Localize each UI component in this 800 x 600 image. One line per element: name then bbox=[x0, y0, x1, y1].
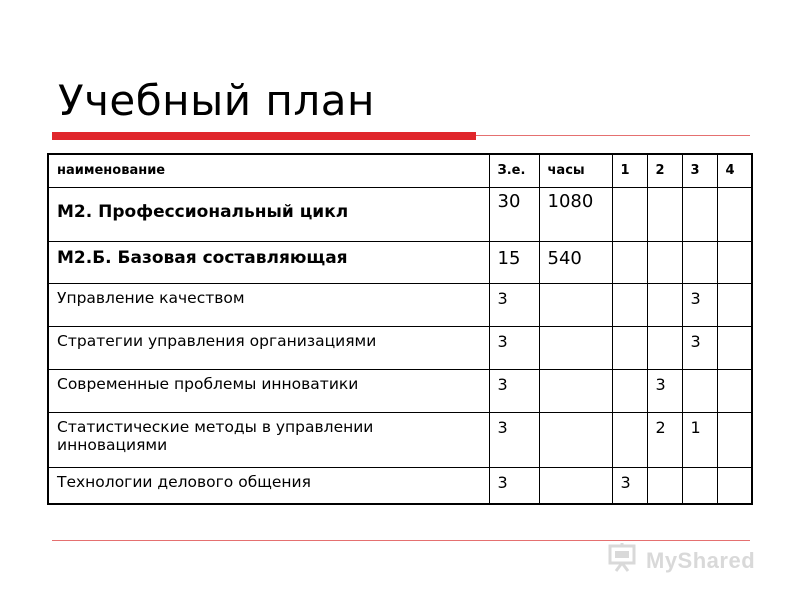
cell-name: Стратегии управления организациями bbox=[48, 326, 489, 369]
cell-semester-3: 3 bbox=[682, 283, 717, 326]
cell-hours bbox=[539, 467, 612, 504]
cell-credits: 3 bbox=[489, 467, 539, 504]
curriculum-table bbox=[47, 153, 753, 505]
cell-semester-1 bbox=[612, 326, 647, 369]
cell-semester-1 bbox=[612, 369, 647, 412]
cell-semester-3: 3 bbox=[682, 326, 717, 369]
cell-credits: 3 bbox=[489, 412, 539, 467]
footer-rule bbox=[52, 540, 750, 541]
cell-hours bbox=[539, 283, 612, 326]
cell-semester-4 bbox=[717, 326, 752, 369]
cell-semester-2 bbox=[647, 241, 682, 283]
cell-semester-4 bbox=[717, 412, 752, 467]
table-row bbox=[48, 241, 752, 283]
table-row bbox=[48, 187, 752, 241]
cell-semester-1 bbox=[612, 241, 647, 283]
cell-name: Статистические методы в управлении инновациями bbox=[48, 412, 489, 467]
cell-credits: 30 bbox=[489, 187, 539, 241]
table-row bbox=[48, 467, 752, 504]
cell-semester-2 bbox=[647, 326, 682, 369]
cell-name: Управление качеством bbox=[48, 283, 489, 326]
cell-semester-1 bbox=[612, 283, 647, 326]
cell-semester-3 bbox=[682, 467, 717, 504]
cell-semester-3 bbox=[682, 187, 717, 241]
header-credits: З.е. bbox=[489, 154, 539, 187]
header-semester-1: 1 bbox=[612, 154, 647, 187]
header-name: наименование bbox=[48, 154, 489, 187]
table-header-row bbox=[48, 154, 752, 187]
header-semester-3: 3 bbox=[682, 154, 717, 187]
cell-semester-1: 3 bbox=[612, 467, 647, 504]
cell-name: Технологии делового общения bbox=[48, 467, 489, 504]
header-hours: часы bbox=[539, 154, 612, 187]
table-row bbox=[48, 412, 752, 467]
cell-semester-4 bbox=[717, 283, 752, 326]
cell-semester-2: 3 bbox=[647, 369, 682, 412]
cell-credits: 3 bbox=[489, 326, 539, 369]
cell-semester-3: 1 bbox=[682, 412, 717, 467]
cell-hours: 1080 bbox=[539, 187, 612, 241]
table-row bbox=[48, 326, 752, 369]
cell-semester-4 bbox=[717, 467, 752, 504]
cell-semester-3 bbox=[682, 369, 717, 412]
title-underline-rule bbox=[476, 135, 750, 136]
cell-credits: 15 bbox=[489, 241, 539, 283]
cell-semester-2 bbox=[647, 467, 682, 504]
cell-name: Современные проблемы инноватики bbox=[48, 369, 489, 412]
table-row bbox=[48, 283, 752, 326]
cell-semester-4 bbox=[717, 241, 752, 283]
cell-semester-2 bbox=[647, 283, 682, 326]
header-semester-2: 2 bbox=[647, 154, 682, 187]
cell-semester-4 bbox=[717, 187, 752, 241]
cell-name: М2. Профессиональный цикл bbox=[48, 187, 489, 241]
cell-semester-2 bbox=[647, 187, 682, 241]
cell-name: М2.Б. Базовая составляющая bbox=[48, 241, 489, 283]
cell-semester-1 bbox=[612, 412, 647, 467]
cell-hours bbox=[539, 369, 612, 412]
table-row bbox=[48, 369, 752, 412]
cell-credits: 3 bbox=[489, 369, 539, 412]
cell-hours: 540 bbox=[539, 241, 612, 283]
cell-semester-3 bbox=[682, 241, 717, 283]
presentation-board-icon bbox=[606, 542, 642, 572]
cell-credits: 3 bbox=[489, 283, 539, 326]
cell-semester-2: 2 bbox=[647, 412, 682, 467]
cell-hours bbox=[539, 412, 612, 467]
myshared-logo bbox=[606, 542, 766, 572]
title-underline-bar bbox=[52, 132, 476, 140]
header-semester-4: 4 bbox=[717, 154, 752, 187]
logo-text: MyShared bbox=[646, 548, 756, 573]
cell-semester-1 bbox=[612, 187, 647, 241]
cell-semester-4 bbox=[717, 369, 752, 412]
cell-hours bbox=[539, 326, 612, 369]
slide-title: Учебный план bbox=[58, 76, 375, 125]
